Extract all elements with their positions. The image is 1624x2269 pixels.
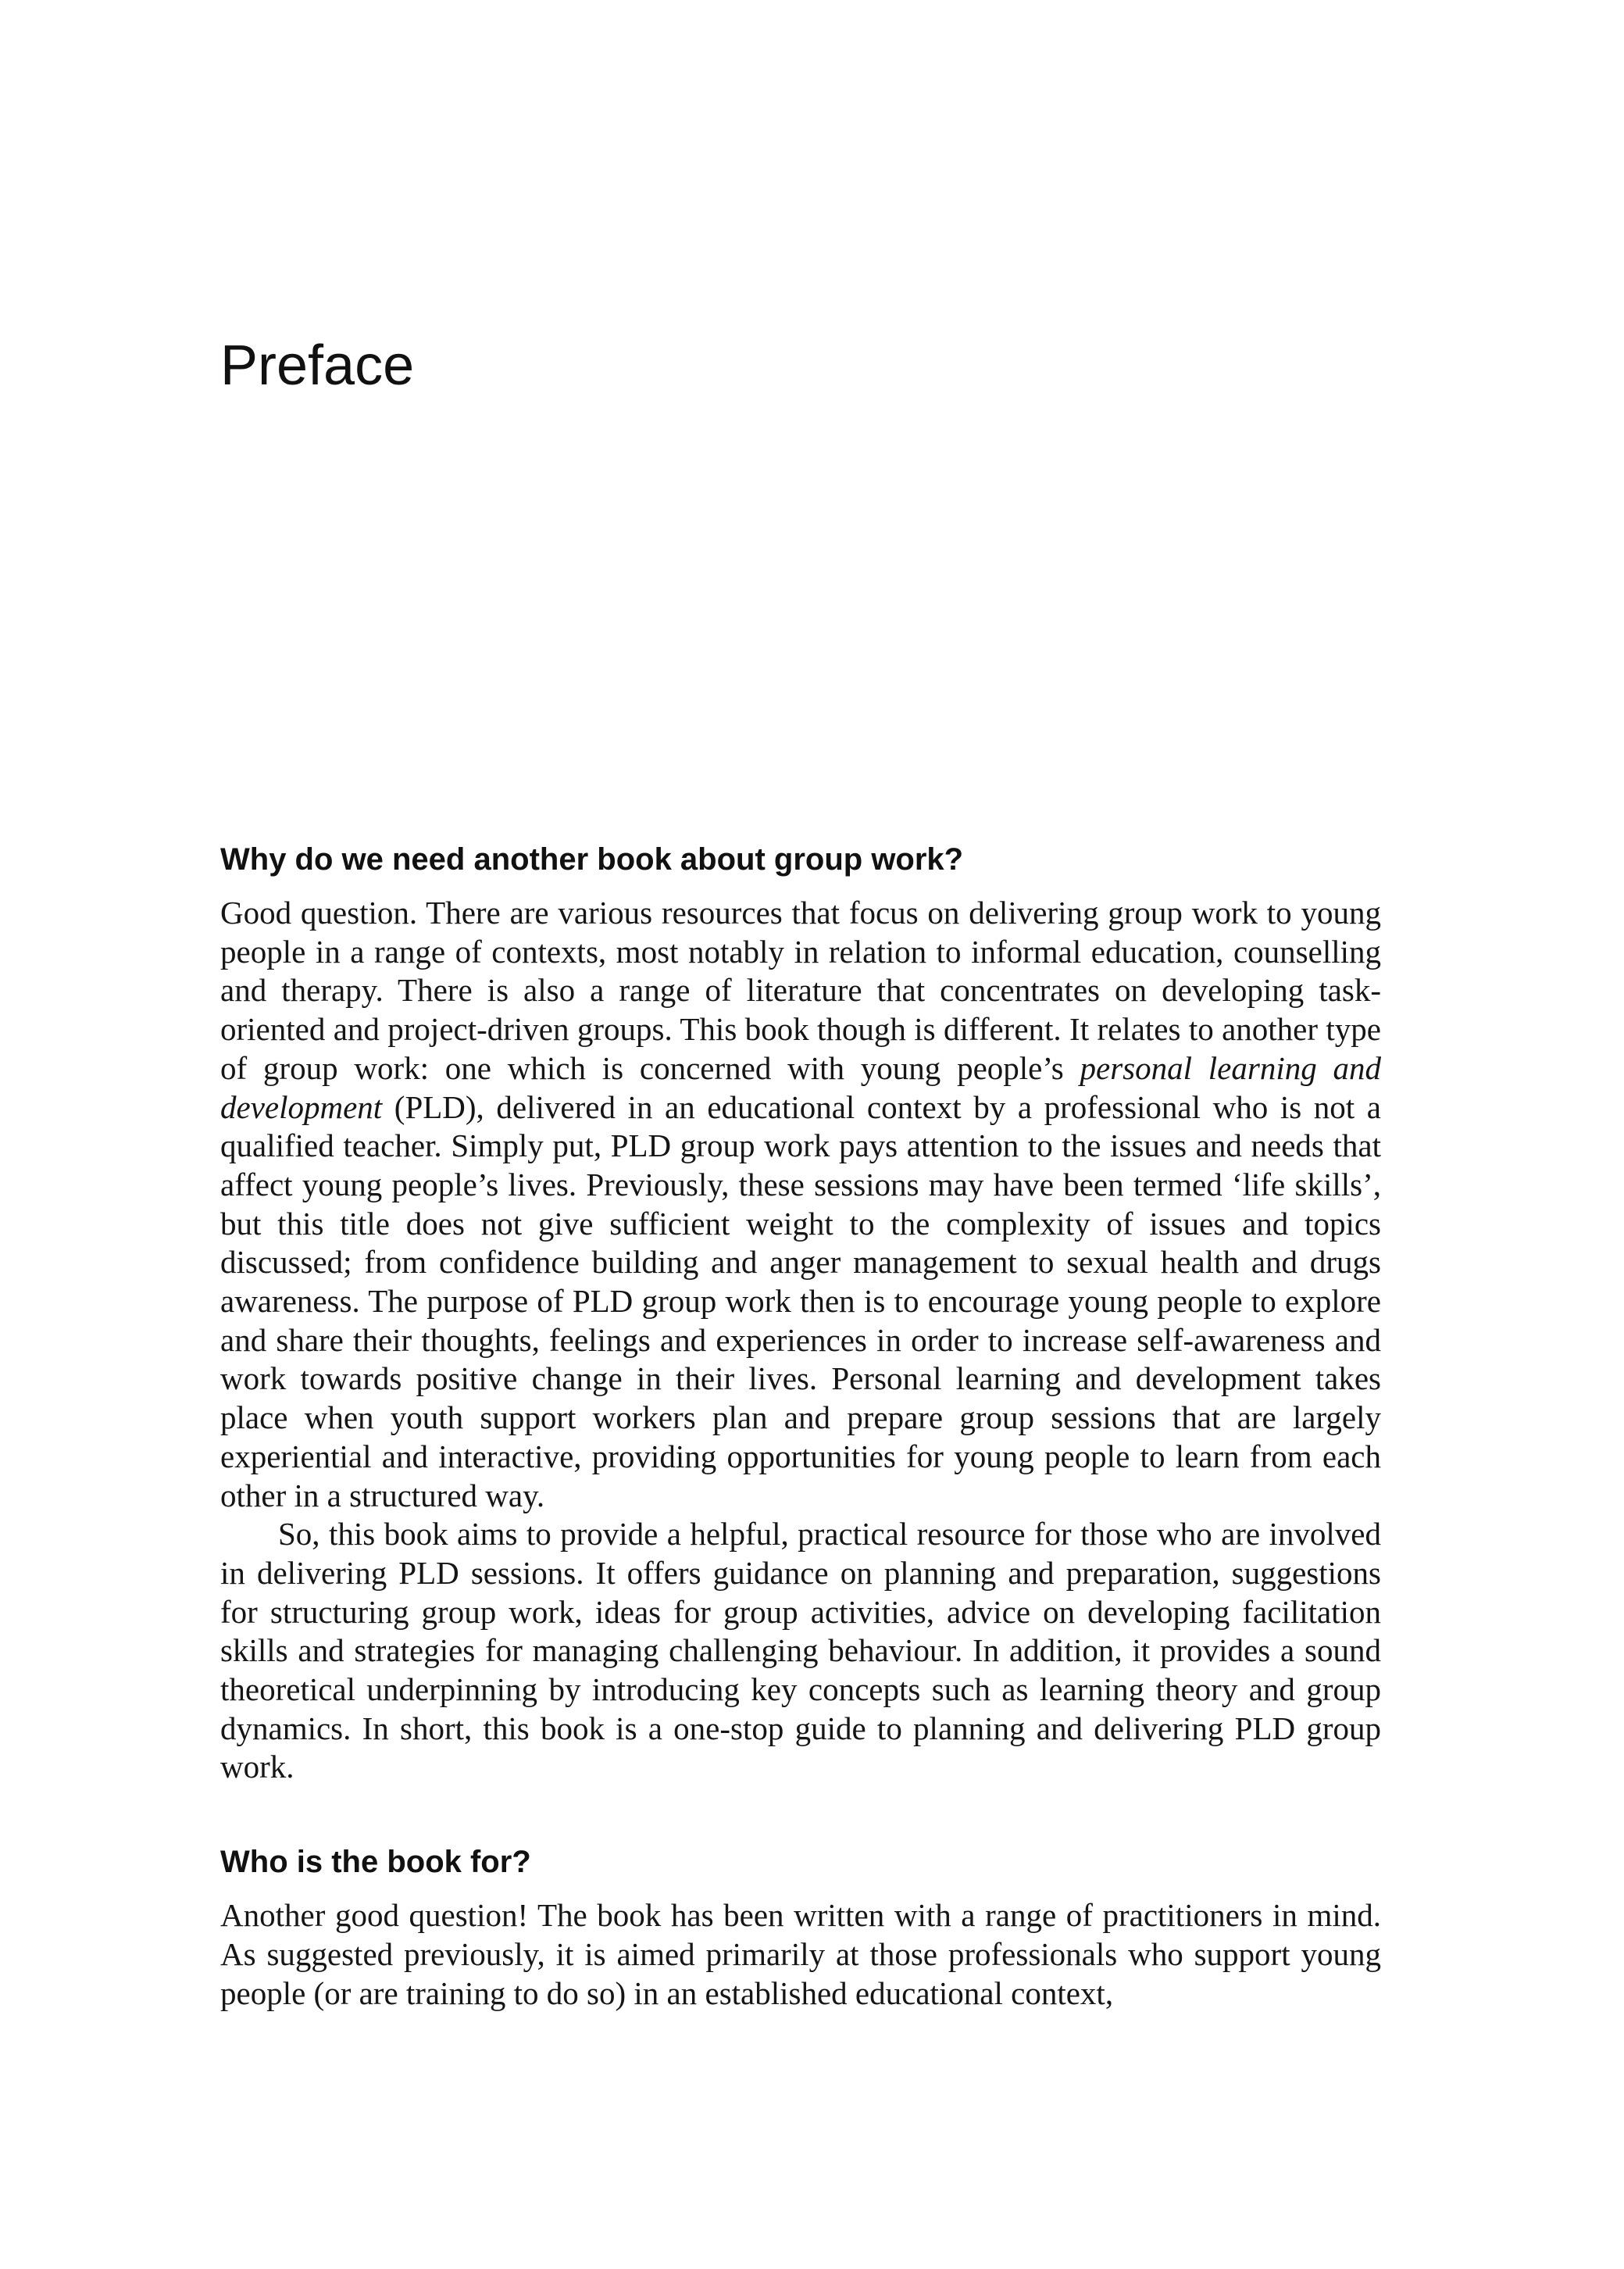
- paragraph-why-1: [220, 894, 1381, 1515]
- section-heading-who: Who is the book for?: [220, 1845, 531, 1880]
- paragraph-text: Good question. There are various resources that focus on delivering group work to young people in a range of contexts, most notably in relation to informal education, counselling and therapy. There is also a range of literature that concentrates on developing task-oriented and project-driven groups. This book though is different. It relates to another type of group work: one which is concerned with young people’s: [220, 895, 1381, 1086]
- paragraph-why-2: So, this book aims to provide a helpful, practical resource for those who are involved in delivering PLD sessions. It offers guidance on planning and preparation, suggestions for structuring group work, ideas for group activities, advice on developing facilitation skills and strategies for managing challenging behaviour. In addition, it provides a sound theoretical underpinning by introducing key concepts such as learning theory and group dynamics. In short, this book is a one-stop guide to planning and delivering PLD group work.: [220, 1516, 1381, 1785]
- paragraph-text: (PLD), delivered in an educational context by a professional who is not a qualified teacher. Simply put, PLD group work pays attention to the issues and needs that affect young people’s lives. Previously, these sessions may have been termed ‘life skills’, but this title does not give sufficient weight to the complexity of issues and topics discussed; from confidence building and anger management to sexual health and drugs awareness. The purpose of PLD group work then is to encourage young people to explore and share their thoughts, feelings and experiences in order to increase self-awareness and work towards positive change in their lives. Personal learning and development takes place when youth support workers plan and prepare group sessions that are largely experiential and interactive, providing opportunities for young people to learn from each other in a structured way.: [220, 1088, 1381, 1513]
- italic-term-pld: personal learning and development: [220, 1049, 1382, 1125]
- chapter-title: Preface: [220, 334, 415, 397]
- page-body: [220, 844, 1381, 2013]
- paragraph-who-1: Another good question! The book has been written with a range of practitioners in mind. As suggested previously, it is aimed primarily at those professionals who support young people (or are training to do so) in an established educational context,: [220, 1897, 1381, 2011]
- section-heading-why: Why do we need another book about group work?: [220, 842, 964, 877]
